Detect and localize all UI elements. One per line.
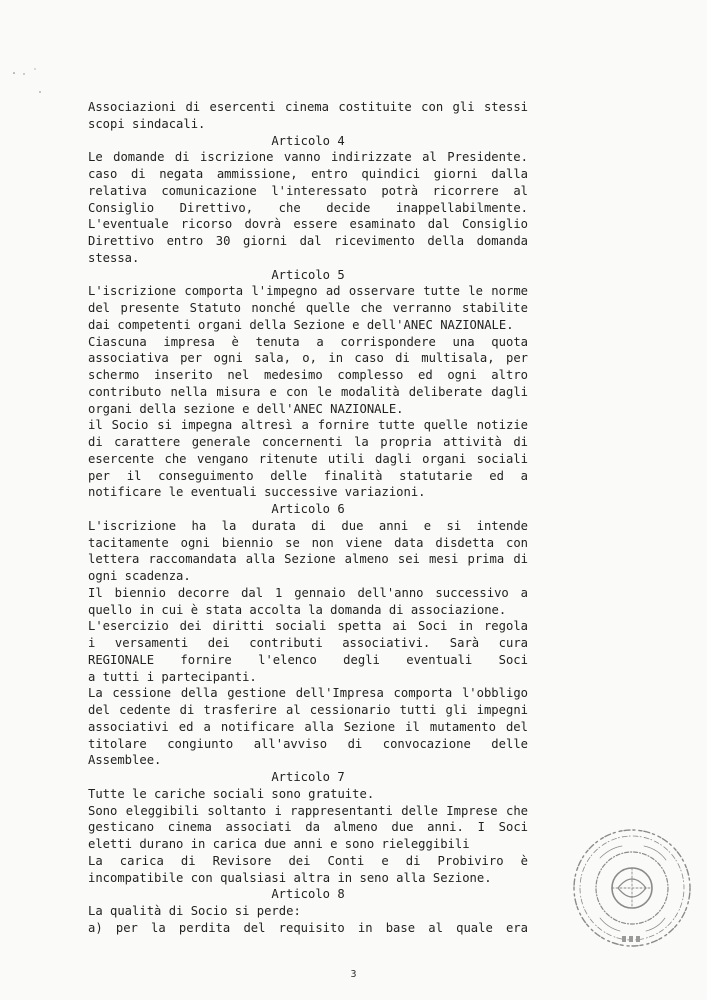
text-line: associativa per ogni sala, o, in caso di multisala, per — [88, 351, 528, 366]
text-line: a tutti i partecipanti. — [88, 669, 257, 684]
text-line: Direttivo entro 30 giorni dal ricevimento della domanda — [88, 234, 528, 248]
text-line: del presente Statuto nonché quelle che verranno stabilite — [88, 301, 528, 315]
text-line: stessa. — [88, 250, 140, 265]
scan-specks — [0, 0, 60, 140]
article-heading: Articolo 6 — [271, 502, 345, 516]
text-line: di carattere generale concernenti la propria attività di — [88, 435, 528, 449]
article-heading: Articolo 4 — [271, 133, 345, 148]
document-body — [88, 99, 528, 937]
circular-seal-stamp-icon — [560, 818, 700, 958]
article-heading: Articolo 7 — [271, 770, 345, 784]
text-line: il Socio si impegna altresì a fornire tutte quelle notizie — [88, 418, 528, 433]
text-line: Associazioni di esercenti cinema costituite con gli stessi — [88, 100, 528, 114]
text-line: organi della sezione e dell'ANEC NAZIONALE. — [88, 401, 404, 416]
text-line: notificare le eventuali successive variazioni. — [88, 485, 426, 500]
text-line: relativa comunicazione l'interessato potrà ricorrere al — [88, 183, 528, 198]
text-line: La qualità di Socio si perde: — [88, 904, 301, 918]
text-line: La cessione della gestione dell'Impresa comporta l'obbligo — [88, 686, 528, 701]
article-heading: Articolo 8 — [271, 887, 345, 902]
text-line: quello in cui è stata accolta la domanda di associazione. — [88, 602, 507, 617]
text-line: dai competenti organi della Sezione e dell'ANEC NAZIONALE. — [88, 317, 514, 332]
article-heading: Articolo 5 — [271, 267, 345, 282]
text-line: associativi ed a notificare alla Sezione il mutamento del — [88, 719, 528, 734]
text-line: Tutte le cariche sociali sono gratuite. — [88, 786, 375, 801]
text-line: ogni scadenza. — [88, 569, 191, 583]
text-line: gesticano cinema associati da almeno due anni. I Soci — [88, 820, 528, 835]
text-line: incompatibile con qualsiasi altra in seno alla Sezione. — [88, 870, 492, 885]
text-line: esercente che vengano ritenute utili dagli organi sociali — [88, 451, 528, 466]
text-line: L'iscrizione ha la durata di due anni e si intende — [88, 518, 528, 533]
text-line: Le domande di iscrizione vanno indirizzate al Presidente. — [88, 150, 528, 165]
text-line: schermo inserito nel medesimo complesso ed ogni altro — [88, 368, 528, 382]
text-line: Ciascuna impresa è tenuta a corrispondere una quota — [88, 334, 528, 349]
text-line: L'esercizio dei diritti sociali spetta ai Soci in regola — [88, 619, 528, 634]
page-number: 3 — [350, 969, 357, 980]
text-line: Assemblee. — [88, 753, 162, 768]
text-line: eletti durano in carica due anni e sono rieleggibili — [88, 837, 470, 851]
text-line: Il biennio decorre dal 1 gennaio dell'anno successivo a — [88, 585, 528, 600]
text-line: scopi sindacali. — [88, 116, 206, 131]
text-line: tacitamente ogni biennio se non viene data disdetta con — [88, 535, 528, 550]
text-line: a) per la perdita del requisito in base al quale era — [88, 920, 528, 935]
text-line: Sono eleggibili soltanto i rappresentanti delle Imprese che — [88, 803, 528, 818]
text-line: L'eventuale ricorso dovrà essere esaminato dal Consiglio — [88, 217, 528, 232]
text-line: REGIONALE fornire l'elenco degli eventuali Soci — [88, 652, 528, 667]
text-line: titolare congiunto all'avviso di convocazione delle — [88, 736, 528, 751]
text-line: L'iscrizione comporta l'impegno ad osservare tutte le norme — [88, 284, 528, 299]
text-line: La carica di Revisore dei Conti e di Probiviro è — [88, 853, 528, 868]
text-line: contributo nella misura e con le modalità deliberate dagli — [88, 384, 528, 399]
text-line: del cedente di trasferire al cessionario tutti gli impegni — [88, 703, 528, 717]
text-line: per il conseguimento delle finalità statutarie ed a — [88, 468, 528, 483]
text-line: caso di negata ammissione, entro quindici giorni dalla — [88, 167, 528, 181]
text-line: Consiglio Direttivo, che decide inappellabilmente. — [88, 200, 528, 215]
text-line: lettera raccomandata alla Sezione almeno sei mesi prima di — [88, 552, 528, 567]
text-line: i versamenti dei contributi associativi. Sarà cura — [88, 636, 528, 650]
